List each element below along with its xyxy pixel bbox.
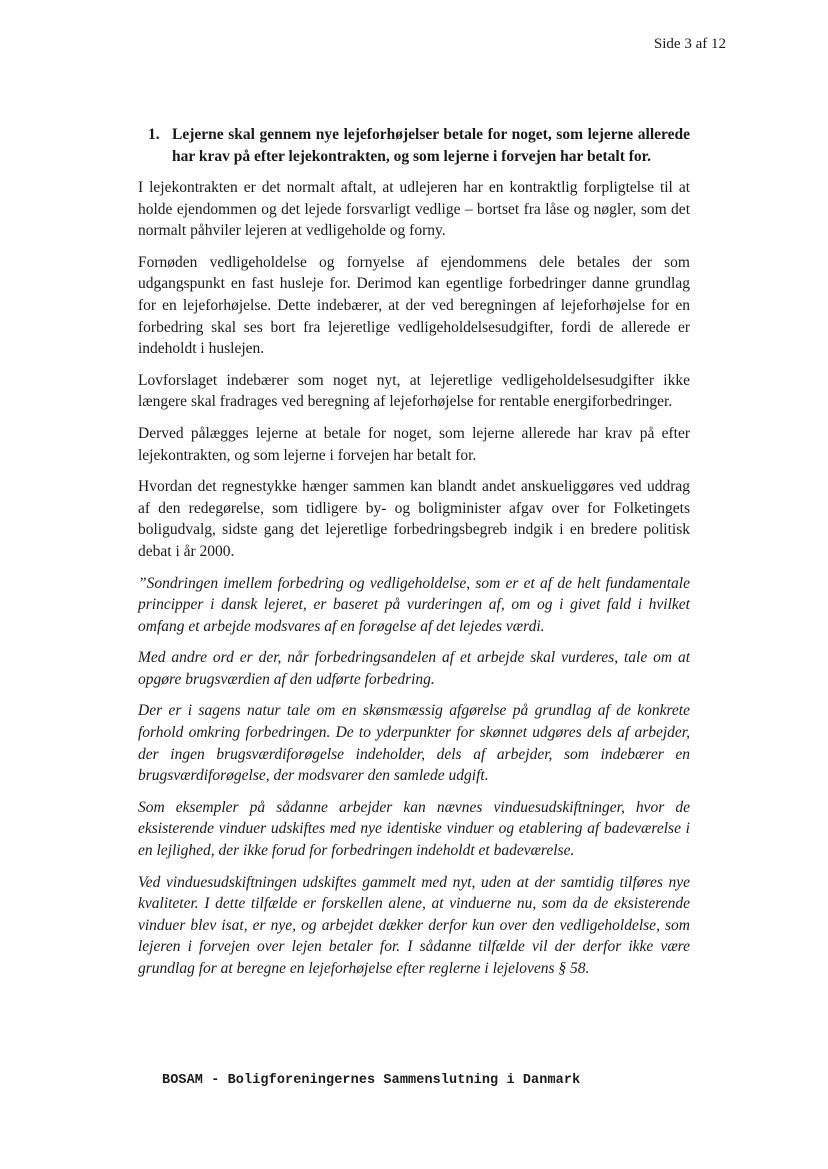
page-number: Side 3 af 12 <box>653 36 726 52</box>
page-footer: BOSAM - Boligforeningernes Sammenslutning i Danmark <box>162 1073 581 1088</box>
body-paragraph: I lejekontrakten er det normalt aftalt, at udlejeren har en kontraktlig forpligtelse til at holde ejendommen og det lejede forsvarligt vedlige – bortset fra låse og nøgler, som det normalt påhviler lejeren at vedligeholde og forny. <box>138 179 690 240</box>
body-paragraph: Derved pålægges lejerne at betale for noget, som lejerne allerede har krav på efter lejekontrakten, og som lejerne i forvejen har betalt for. <box>138 424 690 464</box>
body-paragraph: Hvordan det regnestykke hænger sammen kan blandt andet anskueliggøres ved uddrag af den redegørelse, som tidligere by- og boligminister afgav over for Folketingets boligudvalg, sidste gang det lejeretlige forbedringsbegreb indgik i en bredere politisk debat i år 2000. <box>138 478 690 560</box>
quote-paragraph: Der er i sagens natur tale om en skønsmæssig afgørelse på grundlag af de konkrete forhold omkring forbedringen. De to yderpunkter for skønnet udgøres dels af arbejder, der ingen brugsværdiforøgelse indeholder, dels af arbejder, som indebærer en brugsværdiforøgelse, der modsvarer den samlede udgift. <box>138 702 690 785</box>
document-body <box>138 124 690 990</box>
section-heading <box>148 124 690 168</box>
quote-paragraph: Ved vinduesudskiftningen udskiftes gammelt med nyt, uden at der samtidig tilføres nye kvaliteter. I dette tilfælde er forskellen alene, at vinduerne nu, som da de eksisterende vinduer blev isat, er nye, og arbejdet dækker derfor kun over den vedligeholdelse, som lejeren i forvejen over lejen betaler for. I sådanne tilfælde vil der derfor ikke være grundlag for at beregne en lejeforhøjelse efter reglerne i lejelovens § 58. <box>138 873 690 977</box>
quote-paragraph: Som eksempler på sådanne arbejder kan nævnes vinduesudskiftninger, hvor de eksisterende vinduer udskiftes med nye identiske vinduer og etablering af badeværelse i en lejlighed, der ikke forud for forbedringen indeholdt et badeværelse. <box>138 798 690 860</box>
section-heading-text: Lejerne skal gennem nye lejeforhøjelser betale for noget, som lejerne allerede har krav på efter lejekontrakten, og som lejerne i forvejen har betalt for. <box>172 126 690 165</box>
body-paragraph: Lovforslaget indebærer som noget nyt, at lejeretlige vedligeholdelsesudgifter ikke længere skal fradrages ved beregning af lejeforhøjelse for rentable energiforbedringer. <box>138 371 690 411</box>
body-paragraph: Fornøden vedligeholdelse og fornyelse af ejendommens dele betales der som udgangspunkt en fast husleje for. Derimod kan egentlige forbedringer danne grundlag for en lejeforhøjelse. Dette indebærer, at der ved beregningen af lejeforhøjelse for en forbedring skal ses bort fra lejeretlige vedligeholdelsesudgifter, fordi de allerede er indeholdt i huslejen. <box>138 253 690 358</box>
section-number: 1. <box>148 126 160 143</box>
quote-paragraph: Med andre ord er der, når forbedringsandelen af et arbejde skal vurderes, tale om at opgøre brugsværdien af den udførte forbedring. <box>138 649 690 688</box>
quote-paragraph: ”Sondringen imellem forbedring og vedligeholdelse, som er et af de helt fundamentale principper i dansk lejeret, er baseret på vurderingen af, om og i givet fald i hvilket omfang et arbejde modsvares af en forøgelse af det lejedes værdi. <box>138 574 690 635</box>
